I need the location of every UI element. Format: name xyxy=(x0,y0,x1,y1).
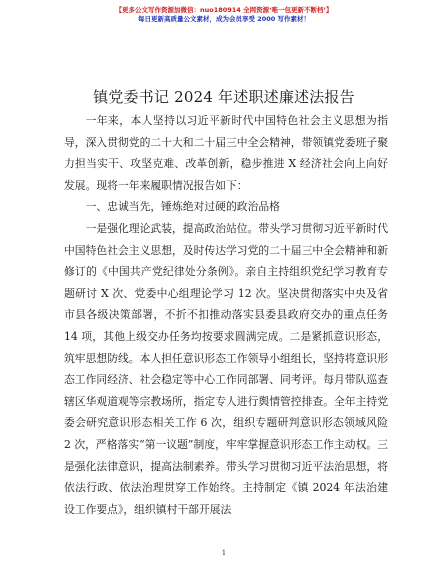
promo-banner xyxy=(0,6,448,24)
page-number: 1 xyxy=(221,549,227,557)
section-heading-1: 一、忠诚当先，锤炼绝对过硬的政治品格 xyxy=(85,200,280,214)
body-paragraph: 一是强化理论武装，提高政治站位。带头学习贯彻习近平新时代中国特色社会主义思想，及时传达学习党的二十届三中全会精神和新修订的《中国共产党纪律处分条例》。亲自主持组织党纪学习教育专题研讨 X 次、党委中心组理论学习 12 次。坚决贯彻落实中央及省市县各级决策部署，不折不扣推动落实县委县政府交办的重点任务 14 项，其他上级交办任务均按要求圆满完成。二是紧抓意识形态，筑牢思想防线。本人担任意识形态工作领导小组组长，坚持将意识形态工作同经济、社会稳定等中心工作同部署、同考评。每月带队巡查辖区华观道观等宗教场所，指定专人进行舆情管控排查。全年主持党委会研究意识形态相关工作 6 次，组织专题研判意识形态领域风险 2 次，严格落实“第一议题”制度，牢牢掌握意识形态工作主动权。三是强化法律意识，提高法制素养。带头学习贯彻习近平法治思想，将依法行政、依法治理贯穿工作始终。主持制定《镇 2024 年法治建设工作要点》，组织镇村干部开展法 xyxy=(64,221,388,516)
banner-line-1: 【更多公文写作资源加微信：nuo180914 全网资源‘唯一包更新不断档’】 xyxy=(115,6,333,14)
intro-paragraph: 一年来，本人坚持以习近平新时代中国特色社会主义思想为指导，深入贯彻党的二十大和二十届三中全会精神，带领镇党委班子聚力担当实干、攻坚克难、改革创新，稳步推进 X 经济社会向上向好发展。现将一年来履职情况报告如下： xyxy=(64,114,388,192)
banner-line-2: 每日更新高质量公文素材，成为会员享受 2000 写作素材！ xyxy=(137,15,311,23)
document-body xyxy=(64,110,388,520)
document-title: 镇党委书记 2024 年述职述廉述法报告 xyxy=(93,88,355,106)
